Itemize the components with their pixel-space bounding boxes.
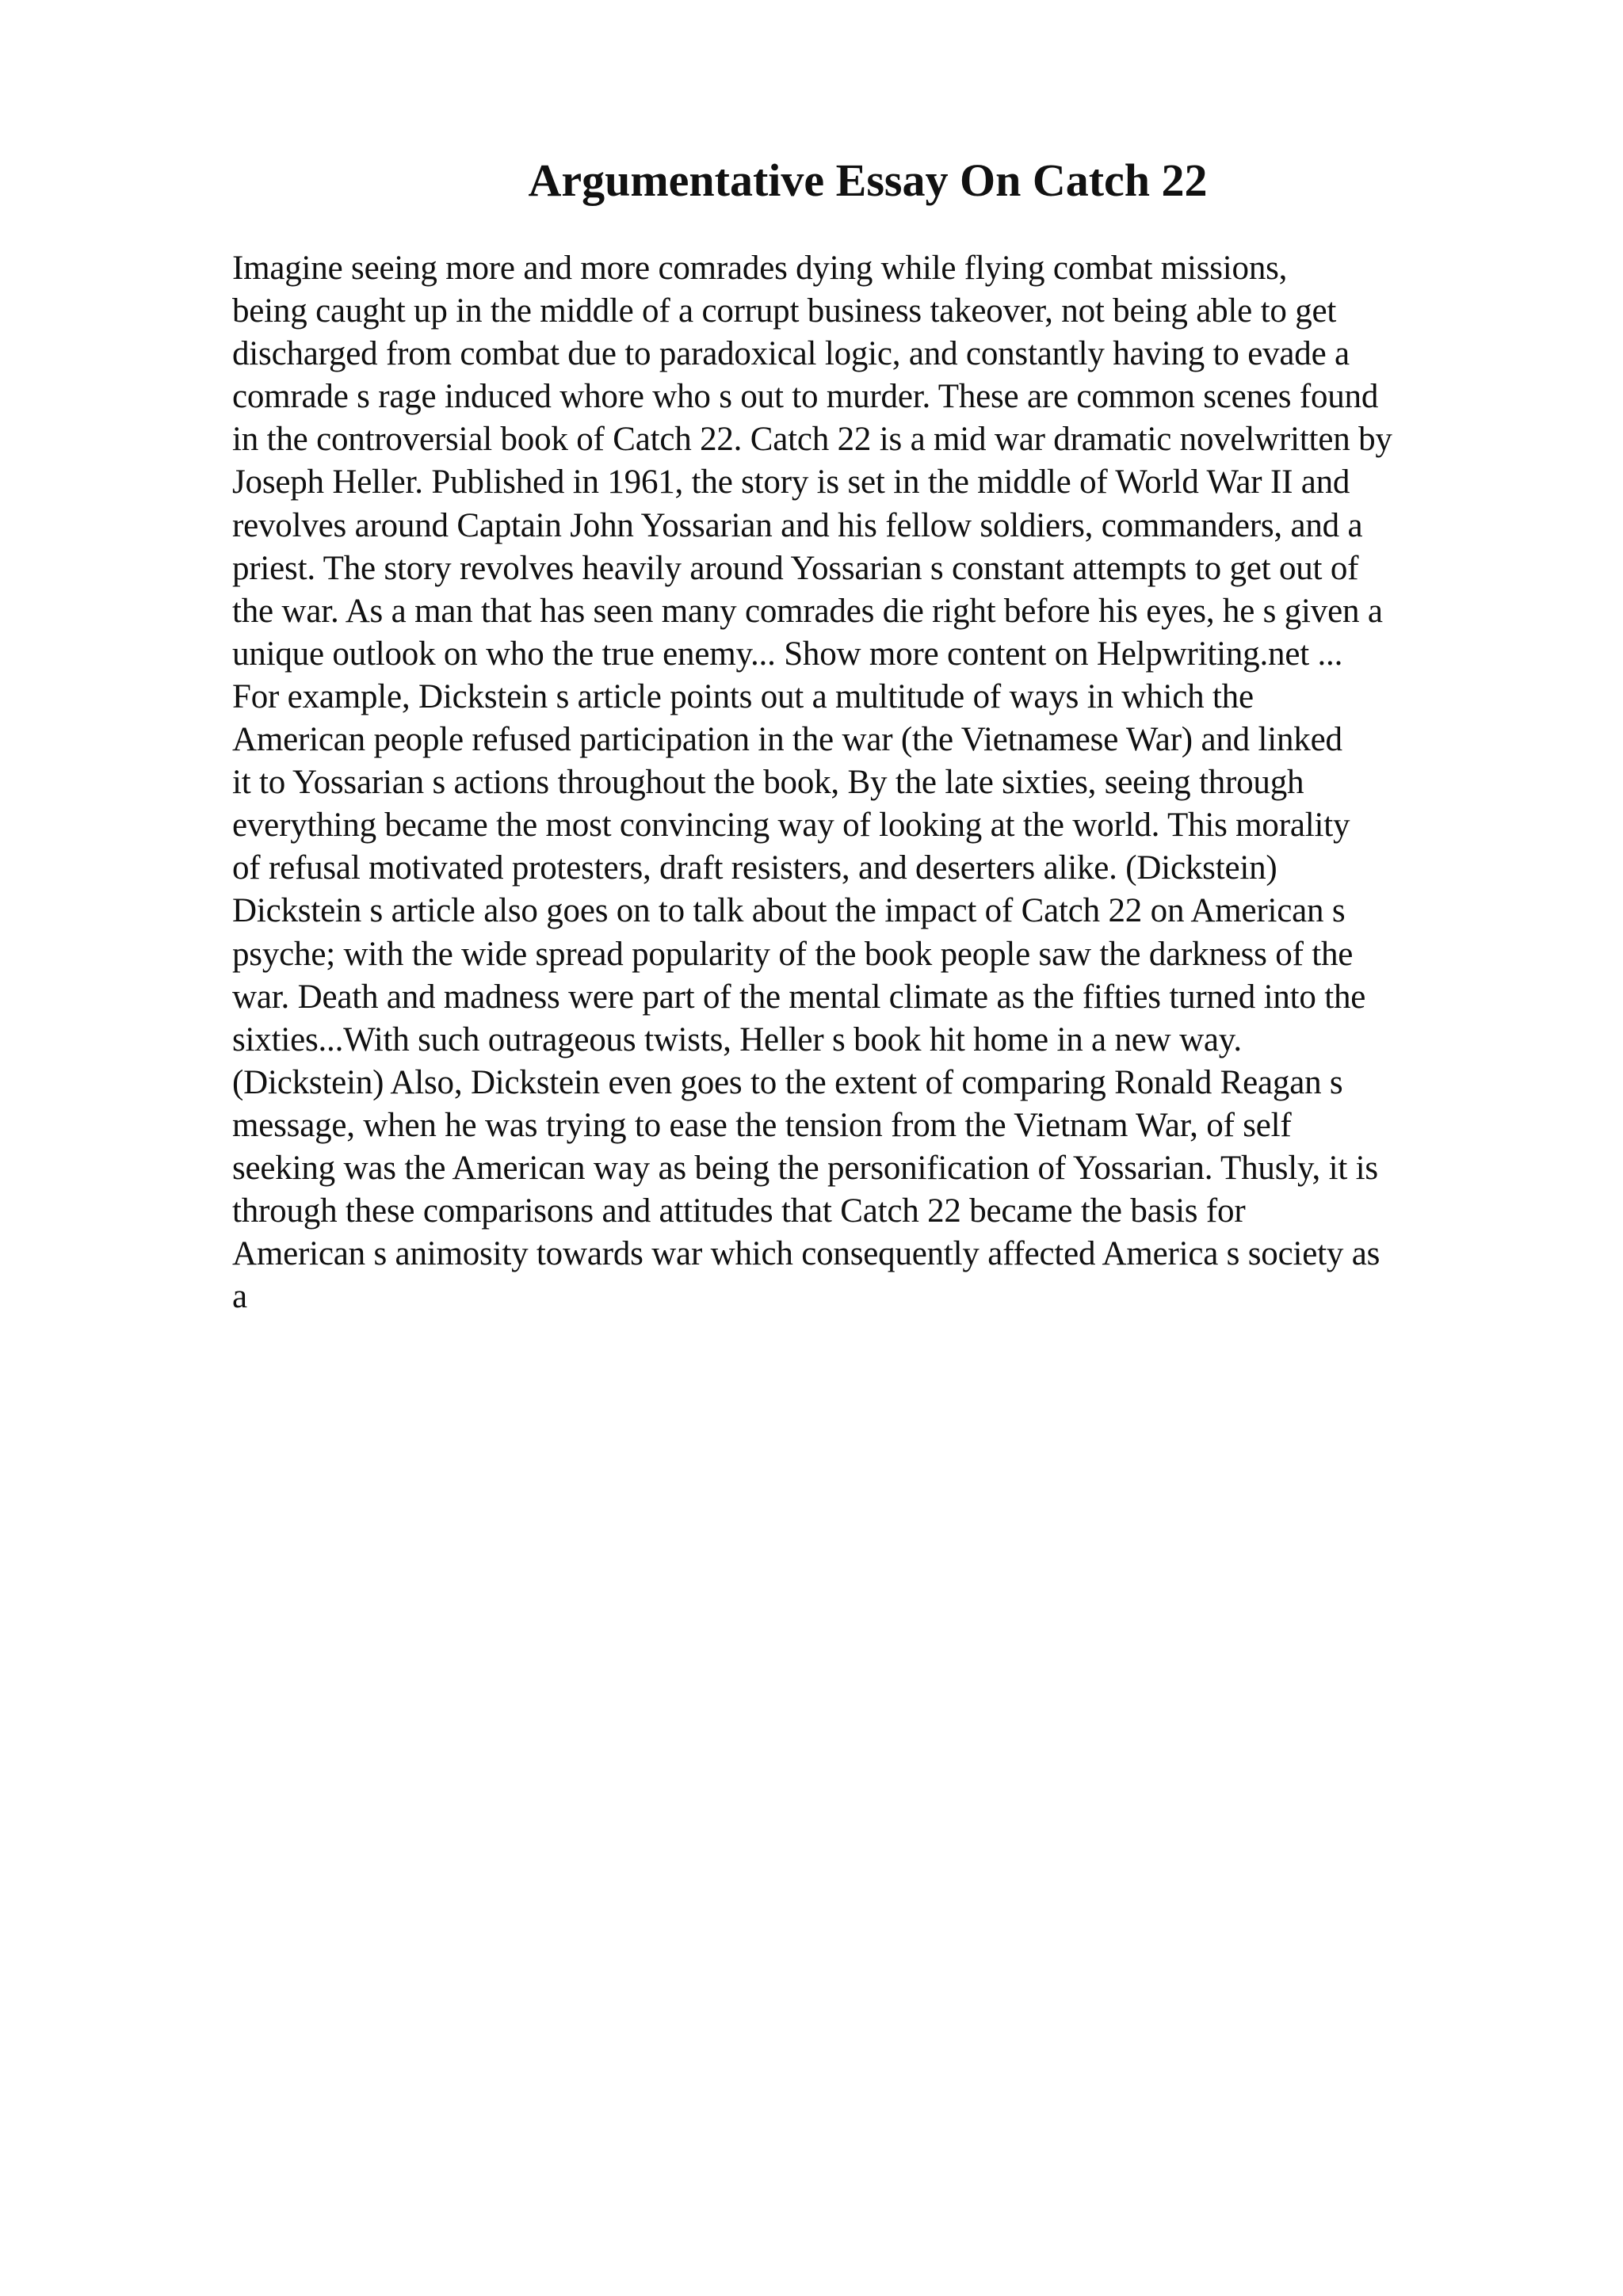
essay-line: Joseph Heller. Published in 1961, the story is set in the middle of World War II and (232, 463, 1350, 502)
essay-line: (Dickstein) Also, Dickstein even goes to the extent of comparing Ronald Reagan s (232, 1063, 1343, 1101)
essay-line: Dickstein s article also goes on to talk about the impact of Catch 22 on American s (232, 892, 1346, 930)
essay-line: For example, Dickstein s article points out a multitude of ways in which the (232, 677, 1254, 715)
document-title: Argumentative Essay On Catch 22 (528, 154, 1208, 206)
essay-line: being caught up in the middle of a corrupt business takeover, not being able to get (232, 292, 1337, 330)
essay-line: message, when he was trying to ease the tension from the Vietnam War, of self (232, 1106, 1292, 1144)
essay-line: American people refused participation in the war (the Vietnamese War) and linked (232, 721, 1342, 759)
essay-line: sixties...With such outrageous twists, Heller s book hit home in a new way. (232, 1020, 1242, 1058)
essay-line: it to Yossarian s actions throughout the book, By the late sixties, seeing through (232, 764, 1304, 802)
essay-line: seeking was the American way as being the personification of Yossarian. Thusly, it is (232, 1149, 1378, 1187)
essay-line: the war. As a man that has seen many comrades die right before his eyes, he s given a (232, 592, 1383, 630)
essay-line: war. Death and madness were part of the mental climate as the fifties turned into the (232, 978, 1366, 1016)
essay-line: everything became the most convincing way of looking at the world. This morality (232, 807, 1350, 845)
essay-line: in the controversial book of Catch 22. Catch 22 is a mid war dramatic novelwritten by (232, 421, 1392, 459)
essay-line: priest. The story revolves heavily around Yossarian s constant attempts to get out of (232, 549, 1359, 587)
essay-line: Imagine seeing more and more comrades dying while flying combat missions, (232, 250, 1288, 287)
essay-line: a (232, 1278, 247, 1316)
essay-line: of refusal motivated protesters, draft resisters, and deserters alike. (Dickstein) (232, 849, 1277, 887)
essay-line: American s animosity towards war which consequently affected America s society as (232, 1235, 1381, 1273)
essay-body (232, 247, 1516, 1318)
essay-line: through these comparisons and attitudes that Catch 22 became the basis for (232, 1192, 1246, 1230)
essay-line: psyche; with the wide spread popularity of the book people saw the darkness of the (232, 935, 1354, 973)
essay-line: discharged from combat due to paradoxical logic, and constantly having to evade a (232, 335, 1350, 373)
essay-line: comrade s rage induced whore who s out to murder. These are common scenes found (232, 378, 1379, 416)
essay-line: unique outlook on who the true enemy... Show more content on Helpwriting.net ... (232, 635, 1343, 673)
essay-line: revolves around Captain John Yossarian and his fellow soldiers, commanders, and a (232, 506, 1363, 544)
